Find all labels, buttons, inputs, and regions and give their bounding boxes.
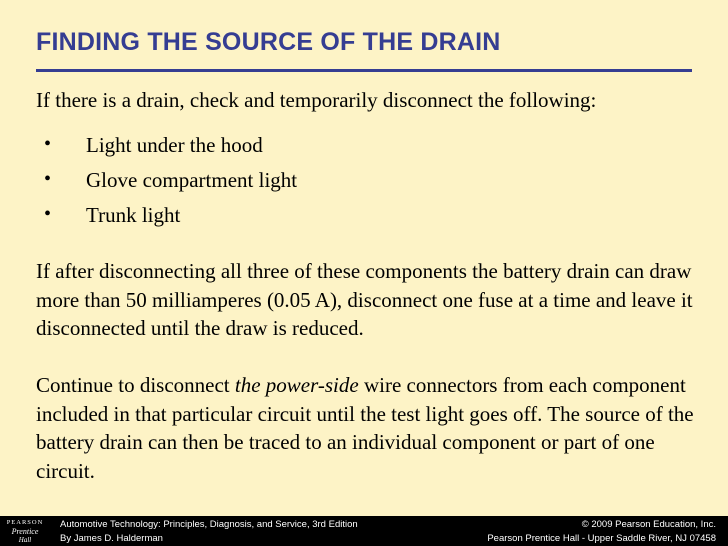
footer-book-info [60,518,358,546]
paragraph-text: wire connectors from each component included in that particular circuit until the test light goes off. The source of the battery drain can then be traced to an individual component or part of one circuit. [36,373,694,484]
bullet-text: Trunk light [86,203,181,227]
footer-author: By James D. Halderman [60,533,163,544]
bullet-list [44,133,297,238]
footer-publisher: Pearson Prentice Hall - Upper Saddle River, NJ 07458 [487,533,716,544]
intro-text: If there is a drain, check and temporarily disconnect the following: [36,88,597,112]
bullet-icon: • [44,133,52,155]
paragraph-fuse-check: If after disconnecting all three of these components the battery drain can draw more than 50 milliamperes (0.05 A), disconnect one fuse at a time and leave it disconnected until the draw is reduced. [36,259,693,341]
paragraph-disconnect-connectors [36,371,700,486]
list-item [44,203,297,238]
logo-line: Prentice [11,527,39,536]
list-item [44,168,297,203]
footer-bar [0,516,728,546]
bullet-icon: • [44,203,52,225]
emphasis-text: the power-side [234,373,359,397]
slide-title: FINDING THE SOURCE OF THE DRAIN [36,28,501,56]
footer-copyright [487,518,716,546]
bullet-text: Glove compartment light [86,168,298,192]
paragraph-text: Continue to disconnect [36,373,235,397]
title-underline [36,69,692,72]
footer-book-title: Automotive Technology: Principles, Diagnosis, and Service, 3rd Edition [60,519,358,530]
logo-line: PEARSON [6,519,44,526]
bullet-icon: • [44,168,52,190]
list-item [44,133,297,168]
footer-copyright-text: © 2009 Pearson Education, Inc. [581,519,716,530]
pearson-logo [3,518,47,544]
logo-line: Hall [18,536,32,544]
bullet-text: Light under the hood [86,133,263,157]
